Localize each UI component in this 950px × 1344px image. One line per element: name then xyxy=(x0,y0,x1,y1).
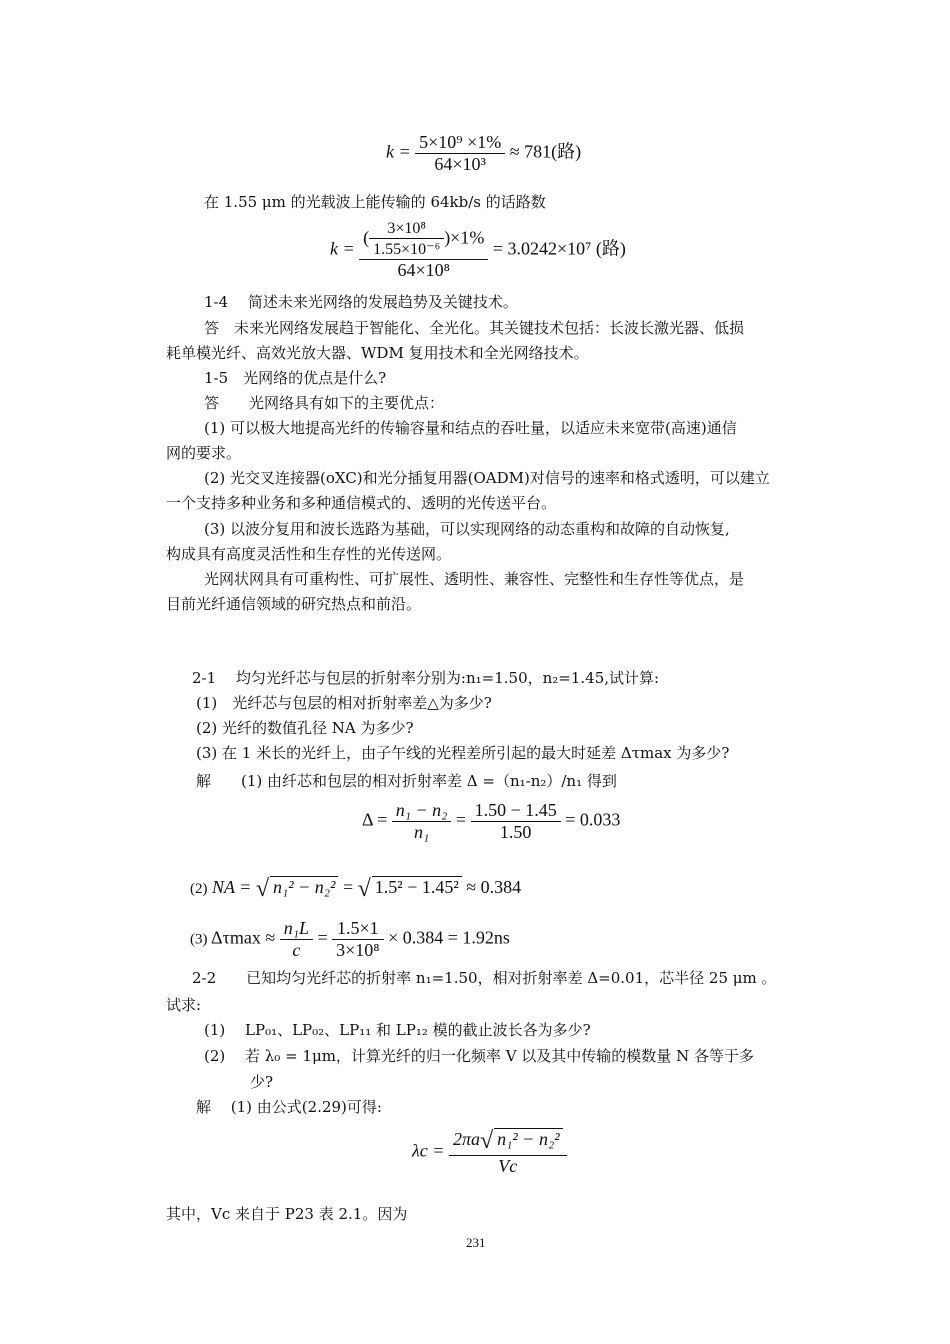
question-2-1: 2-1 均匀光纤芯与包层的折射率分别为:n₁=1.50，n₂=1.45,试计算: xyxy=(192,669,660,687)
subquestion: (2) 若 λ₀ = 1μm，计算光纤的归一化频率 V 以及其中传输的模数量 N 各等于多 xyxy=(204,1047,754,1065)
answer-line: (2) 光交叉连接器(oXC)和光分插复用器(OADM)对信号的速率和格式透明，可以建立 xyxy=(204,469,770,487)
paragraph: 在 1.55 μm 的光载波上能传输的 64kb/s 的话路数 xyxy=(204,193,546,211)
equation-delay: (3) Δτmax ≈ $\frac{\text{n₁L}}{c}$ = $\frac{1.5\times 1}{\text{3×10⁸}}$ × 0.384 = 1.92ns xyxy=(190,918,510,960)
answer-line: 答 光网络具有如下的主要优点： xyxy=(204,394,445,412)
fraction: $\frac{\text{2πa√ n₁² − n₂²}}{Vc}$ xyxy=(449,1128,567,1177)
solution-line: 解 (1) 由纤芯和包层的相对折射率差 Δ =（n₁-n₂）/n₁ 得到 xyxy=(196,772,617,790)
equation-lambda-c: λc = $\frac{\text{2πa√ n₁² − n₂²}}{Vc}$ xyxy=(412,1128,567,1177)
answer-line: 目前光纤通信领域的研究热点和前沿。 xyxy=(166,595,422,613)
answer-line: (3) 以波分复用和波长选路为基础，可以实现网络的动态重构和故障的自动恢复, xyxy=(204,520,730,538)
fraction: $\frac{1.5\times 1}{\text{3×10⁸}}$ xyxy=(332,918,383,961)
answer-line: 一个支持多种业务和多种通信模式的、透明的光传送平台。 xyxy=(166,494,557,512)
paragraph: 其中，Vc 来自于 P23 表 2.1。因为 xyxy=(166,1205,408,1223)
answer-line: 光网状网具有可重构性、可扩展性、透明性、兼容性、完整性和生存性等优点，是 xyxy=(204,570,745,588)
subquestion: (3) 在 1 米长的光纤上，由子午线的光程差所引起的最大时延差 Δτmax 为多少? xyxy=(196,744,730,762)
question-1-4: 1-4 简述未来光网络的发展趋势及关键技术。 xyxy=(204,293,518,311)
answer-line: 网的要求。 xyxy=(166,444,242,462)
answer-line: (1) 可以极大地提高光纤的传输容量和结点的吞吐量，以适应未来宽带(高速)通信 xyxy=(204,419,737,437)
equation-na: (2) NA = √ n₁² − n₂² = √ 1.5² − 1.45² ≈ 0.384 xyxy=(190,876,522,902)
question-2-2: 2-2 已知均匀光纤芯的折射率 n₁=1.50，相对折射率差 Δ=0.01，芯半径 25 μm 。 xyxy=(192,969,777,987)
question-1-5: 1-5 光网络的优点是什么? xyxy=(204,369,387,387)
solution-line: 解 (1) 由公式(2.29)可得: xyxy=(196,1098,382,1116)
question-line: 试求: xyxy=(166,996,202,1014)
fraction: ( $\frac{\text{3×10⁸}}{\text{1.55×10⁻⁶}}$ )×1% 64×10⁸ xyxy=(359,220,488,281)
page-number: 231 xyxy=(466,1235,486,1250)
subquestion: (1) LP₀₁、LP₀₂、LP₁₁ 和 LP₁₂ 模的截止波长各为多少? xyxy=(204,1021,591,1039)
equation-delta: Δ = $\frac{\text{n₁ − n₂}}{\text{n₁}}$ = $\frac{1.50 - 1.45}{1.50}$ = 0.033 xyxy=(362,800,621,842)
subquestion: 少? xyxy=(250,1073,274,1091)
equation-k-1: k = $\frac{\text{5×10⁹ ×1\%}}{\text{64×10³}}$ ≈ 781(路) xyxy=(386,132,582,174)
subquestion: (1) 光纤芯与包层的相对折射率差△为多少? xyxy=(196,694,492,712)
answer-line: 答 未来光网络发展趋于智能化、全光化。其关键技术包括：长波长激光器、低损 xyxy=(204,319,745,337)
answer-line: 构成具有高度灵活性和生存性的光传送网。 xyxy=(166,545,452,563)
fraction: $\frac{1.50 - 1.45}{1.50}$ xyxy=(471,800,561,843)
fraction: $\frac{\text{n₁L}}{c}$ xyxy=(280,918,313,961)
fraction: $\frac{\text{n₁ − n₂}}{\text{n₁}}$ xyxy=(392,800,452,843)
subquestion: (2) 光纤的数值孔径 NA 为多少? xyxy=(196,719,414,737)
equation-k-2: k = ( $\frac{\text{3×10⁸}}{\text{1.55×10⁻⁶}}$ )×1% 64×10⁸ = 3.0242×10⁷ (路) xyxy=(330,220,626,280)
fraction: $\frac{\text{5×10⁹ ×1\%}}{\text{64×10³}}$ xyxy=(415,132,505,175)
answer-line: 耗单模光纤、高效光放大器、WDM 复用技术和全光网络技术。 xyxy=(166,344,589,362)
